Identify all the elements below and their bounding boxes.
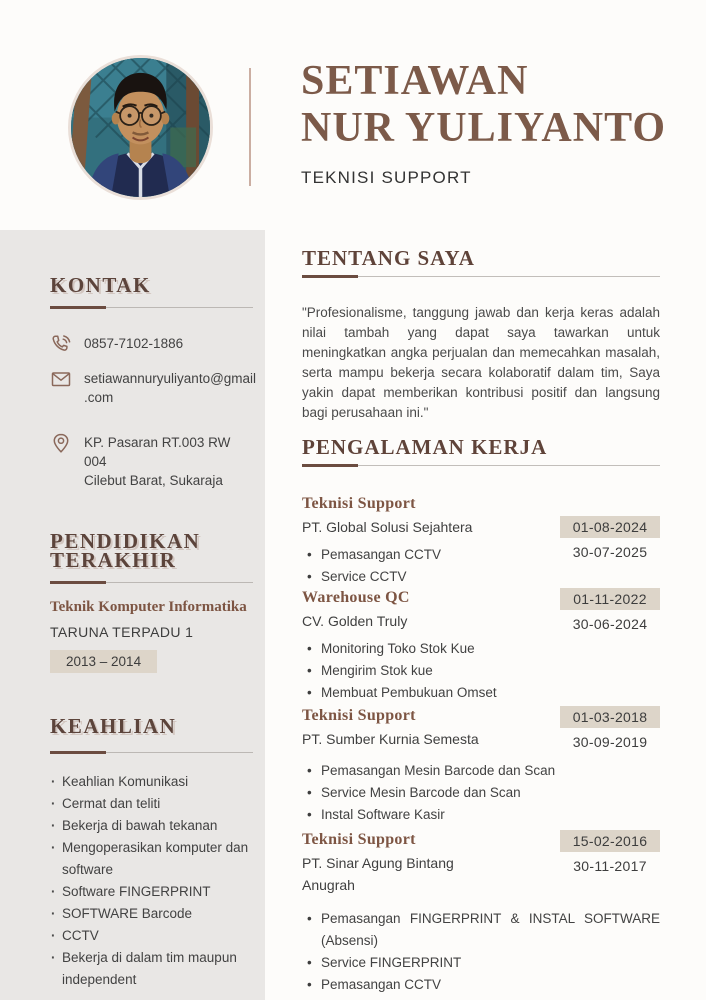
skill-item: · Software FINGERPRINT <box>50 881 253 903</box>
contact-email <box>50 369 257 407</box>
job-duties <box>302 908 660 996</box>
job-start-date-badge: 01-11-2022 <box>560 588 660 610</box>
sidebar <box>0 230 265 1000</box>
job-entry <box>302 830 660 996</box>
skill-item: · Keahlian Komunikasi <box>50 771 253 793</box>
skills-underline <box>50 752 253 753</box>
skill-item: · Cermat dan teliti <box>50 793 253 815</box>
address-text <box>84 433 253 490</box>
job-company: CV. Golden Truly <box>302 613 408 629</box>
job-entry <box>302 494 660 588</box>
profile-photo-illustration <box>71 58 210 197</box>
job-title: Teknisi Support <box>302 707 416 724</box>
job-end-date: 30-06-2024 <box>572 616 648 632</box>
job-duty: • Service CCTV <box>302 566 560 588</box>
education-section <box>50 528 253 673</box>
job-duty: • Service FINGERPRINT <box>302 952 660 974</box>
job-duty: • Service Mesin Barcode dan Scan <box>302 782 560 804</box>
education-heading-line2: TERAKHIR <box>50 547 177 572</box>
kontak-heading: KONTAK <box>50 273 151 297</box>
about-paragraph: "Profesionalisme, tanggung jawab dan kerja keras adalah nilai tambah yang dapat saya tawarkan untuk meningkatkan angka perjualan dan memecahkan masalah, serta mampu bekerja secara kolaboratif dalam tim, Saya yakin dapat memberikan kontribusi positif dan langsung bagi perusahaan ini." <box>302 305 660 420</box>
address-line2: Cilebut Barat, Sukaraja <box>84 472 223 488</box>
skills-list <box>50 771 253 991</box>
job-start-date-badge: 01-03-2018 <box>560 706 660 728</box>
skill-item: · Bekerja di bawah tekanan <box>50 815 253 837</box>
job-title: Warehouse QC <box>302 589 410 606</box>
job-dates <box>560 588 660 704</box>
header <box>301 58 701 188</box>
job-entry <box>302 706 660 826</box>
contact-phone <box>50 334 253 355</box>
person-job-title: TEKNISI SUPPORT <box>301 168 472 187</box>
job-duty: • Pemasangan CCTV <box>302 544 560 566</box>
skill-item: · SOFTWARE Barcode <box>50 903 253 925</box>
job-dates <box>560 494 660 588</box>
experience-heading: PENGALAMAN KERJA <box>302 435 548 459</box>
job-start-date-badge: 01-08-2024 <box>560 516 660 538</box>
email-line2: .com <box>84 389 114 405</box>
education-major: Teknik Komputer Informatika <box>50 598 247 615</box>
contact-list <box>50 334 257 490</box>
job-company: PT. Global Solusi Sejahtera <box>302 519 473 535</box>
job-duty: • Monitoring Toko Stok Kue <box>302 638 560 660</box>
header-divider <box>249 68 251 186</box>
location-icon <box>50 432 72 454</box>
job-end-date: 30-11-2017 <box>573 858 647 874</box>
job-duty: • Pemasangan CCTV <box>302 974 660 996</box>
kontak-underline <box>50 307 253 308</box>
job-title: Teknisi Support <box>302 831 416 848</box>
job-company: PT. Sinar Agung Bintang Anugrah <box>302 855 454 893</box>
skills-section <box>50 713 253 991</box>
job-entry <box>302 588 660 704</box>
skills-heading: KEAHLIAN <box>50 713 177 738</box>
education-heading-line1: PENDIDIKAN <box>50 528 201 553</box>
contact-address <box>50 433 253 490</box>
job-duty: • Pemasangan Mesin Barcode dan Scan <box>302 760 560 782</box>
email-icon <box>50 368 72 390</box>
email-line1: setiawannuryuliyanto@gmail <box>84 370 257 386</box>
education-school: TARUNA TERPADU 1 <box>50 623 194 640</box>
job-end-date: 30-07-2025 <box>572 544 648 560</box>
about-heading: TENTANG SAYA <box>302 246 475 270</box>
phone-number: 0857-7102-1886 <box>84 335 184 351</box>
experience-underline <box>302 465 660 466</box>
job-company: PT. Sumber Kurnia Semesta <box>302 731 479 747</box>
job-dates <box>560 830 660 896</box>
person-name <box>301 58 701 152</box>
education-heading <box>50 528 253 572</box>
address-line1: KP. Pasaran RT.003 RW 004 <box>84 434 231 469</box>
job-dates <box>560 706 660 826</box>
email-address <box>84 369 256 407</box>
skill-item: · Bekerja di dalam tim maupun independent <box>50 947 253 991</box>
job-end-date: 30-09-2019 <box>572 734 648 750</box>
profile-photo <box>68 55 213 200</box>
job-start-date-badge: 15-02-2016 <box>560 830 660 852</box>
job-duty: • Mengirim Stok kue <box>302 660 560 682</box>
education-underline <box>50 582 253 583</box>
job-duties <box>302 544 560 588</box>
person-name-line1: SETIAWAN <box>301 58 529 104</box>
phone-icon <box>50 333 72 355</box>
job-title: Teknisi Support <box>302 495 416 512</box>
job-duty: • Membuat Pembukuan Omset <box>302 682 560 704</box>
education-years-badge: 2013 – 2014 <box>50 650 157 673</box>
about-underline <box>302 276 660 277</box>
skill-item: · CCTV <box>50 925 253 947</box>
job-duty: • Pemasangan FINGERPRINT & INSTAL SOFTWARE (Absensi) <box>302 908 660 952</box>
job-duties <box>302 638 560 704</box>
job-duties <box>302 760 560 826</box>
job-duty: • Instal Software Kasir <box>302 804 560 826</box>
person-name-line2: NUR YULIYANTO <box>301 105 667 151</box>
skill-item: · Mengoperasikan komputer dan software <box>50 837 253 881</box>
main-column <box>302 246 660 996</box>
